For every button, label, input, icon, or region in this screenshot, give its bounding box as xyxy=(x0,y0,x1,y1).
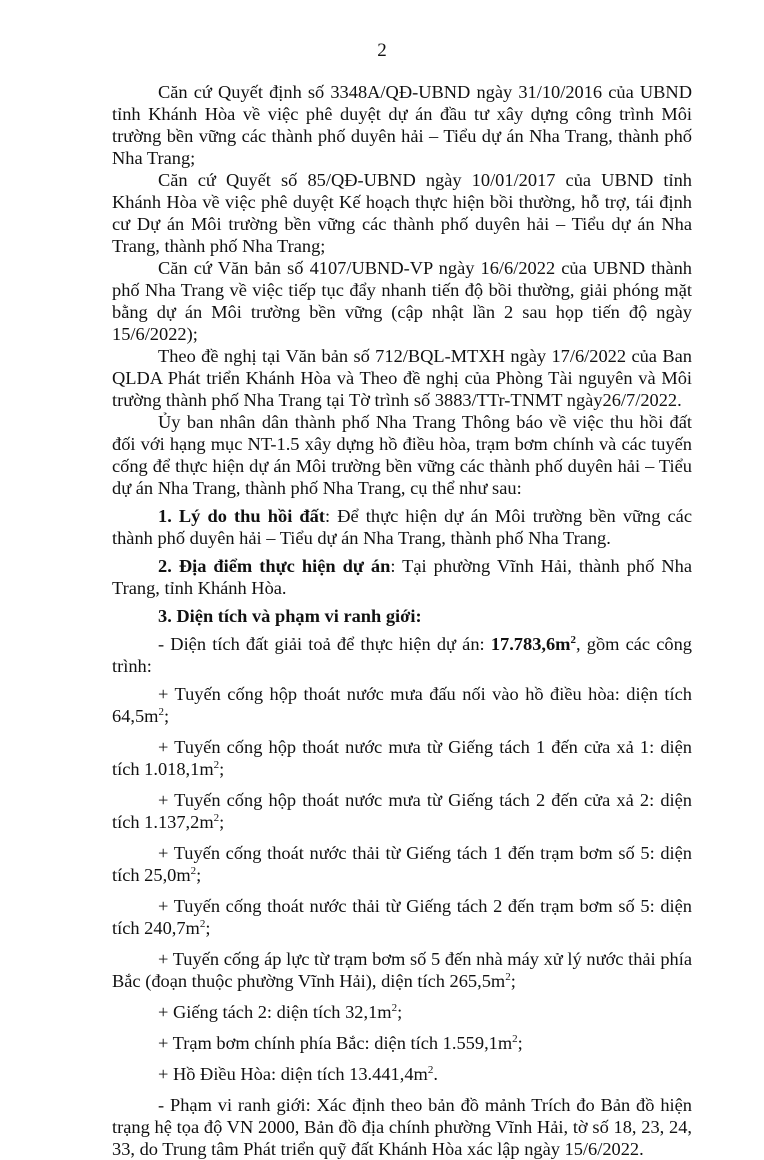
area-total-exponent: 2 xyxy=(570,634,576,646)
area-item: + Giếng tách 2: diện tích $32,1m^2$; xyxy=(158,1002,403,1022)
area-item: + Tuyến cống hộp thoát nước mưa từ Giếng tách 2 đến cửa xả 2: diện tích $1.137,2m^2$; xyxy=(112,790,692,832)
section-3-heading: 3. Diện tích và phạm vi ranh giới: xyxy=(158,606,422,626)
paragraph-legal-basis-3: Căn cứ Văn bản số 4107/UBND-VP ngày 16/6/2022 của UBND thành phố Nha Trang về việc tiếp tục đẩy nhanh tiến độ bồi thường, giải phóng mặt bằng dự án Môi trường bền vững (cập nhật lần 2 sau họp tiến độ ngày 15/6/2022); xyxy=(112,258,692,344)
paragraph-legal-basis-2: Căn cứ Quyết số 85/QĐ-UBND ngày 10/01/2017 của UBND tỉnh Khánh Hòa về việc phê duyệt Kế hoạch thực hiện bồi thường, hỗ trợ, tái định cư Dự án Môi trường bền vững các thành phố duyên hải – Tiểu dự án Nha Trang, thành phố Nha Trang; xyxy=(112,170,692,256)
area-item: + Trạm bơm chính phía Bắc: diện tích $1.559,1m^2$; xyxy=(158,1033,523,1053)
paragraph-proposal: Theo đề nghị tại Văn bản số 712/BQL-MTXH ngày 17/6/2022 của Ban QLDA Phát triển Khánh Hòa và Theo đề nghị của Phòng Tài nguyên và Môi trường thành phố Nha Trang tại Tờ trình số 3883/TTr-TNMT ngày26/7/2022. xyxy=(112,346,692,410)
area-item: + Tuyến cống hộp thoát nước mưa đấu nối vào hồ điều hòa: diện tích $64,5m^2$; xyxy=(112,684,692,726)
paragraph-announcement: Ủy ban nhân dân thành phố Nha Trang Thông báo về việc thu hồi đất đối với hạng mục NT-1.5 xây dựng hồ điều hòa, trạm bơm chính và các tuyến cống để thực hiện dự án Môi trường bền vững các thành phố duyên hải – Tiểu dự án Nha Trang, thành phố Nha Trang, cụ thể như sau: xyxy=(112,412,692,498)
area-item: + Tuyến cống hộp thoát nước mưa từ Giếng tách 1 đến cửa xả 1: diện tích $1.018,1m^2$; xyxy=(112,737,692,779)
section-2-heading: 2. Địa điểm thực hiện dự án xyxy=(158,556,391,576)
page-number: 2 xyxy=(377,40,387,61)
area-intro-tail: , gồm các công trình: xyxy=(112,634,693,676)
section-1 xyxy=(112,505,692,549)
area-intro-text: - Diện tích đất giải toả để thực hiện dự án: xyxy=(158,634,491,654)
area-item: + Hồ Điều Hòa: diện tích $13.441,4m^2$. xyxy=(158,1064,438,1084)
area-item: + Tuyến cống áp lực từ trạm bơm số 5 đến nhà máy xử lý nước thải phía Bắc (đoạn thuộc phường Vĩnh Hải), diện tích $265,5m^2$; xyxy=(112,949,692,991)
area-item: + Tuyến cống thoát nước thải từ Giếng tách 1 đến trạm bơm số 5: diện tích $25,0m^2$; xyxy=(112,843,692,885)
boundary-paragraph: - Phạm vi ranh giới: Xác định theo bản đồ mảnh Trích đo Bản đồ hiện trạng hệ tọa độ VN 2000, Bản đồ địa chính phường Vĩnh Hải, tờ số 18, 23, 24, 33, do Trung tâm Phát triển quỹ đất Khánh Hòa xác lập ngày 15/6/2022. xyxy=(112,1095,692,1159)
paragraph-legal-basis-1: Căn cứ Quyết định số 3348A/QĐ-UBND ngày 31/10/2016 của UBND tỉnh Khánh Hòa về việc phê duyệt dự án đầu tư xây dựng công trình Môi trường bền vững các thành phố duyên hải – Tiểu dự án Nha Trang, thành phố Nha Trang; xyxy=(112,82,692,168)
area-intro xyxy=(112,633,692,677)
section-1-text: : Để thực hiện dự án Môi trường bền vững các thành phố duyên hải – Tiểu dự án Nha Trang, thành phố Nha Trang. xyxy=(112,506,693,548)
area-item: + Tuyến cống thoát nước thải từ Giếng tách 2 đến trạm bơm số 5: diện tích $240,7m^2$; xyxy=(112,896,692,938)
section-2 xyxy=(112,555,692,599)
section-1-heading: 1. Lý do thu hồi đất xyxy=(158,506,325,526)
section-2-text: : Tại phường Vĩnh Hải, thành phố Nha Trang, tỉnh Khánh Hòa. xyxy=(112,556,692,598)
area-total-value: $17.783,6m^2$ xyxy=(490,634,576,654)
